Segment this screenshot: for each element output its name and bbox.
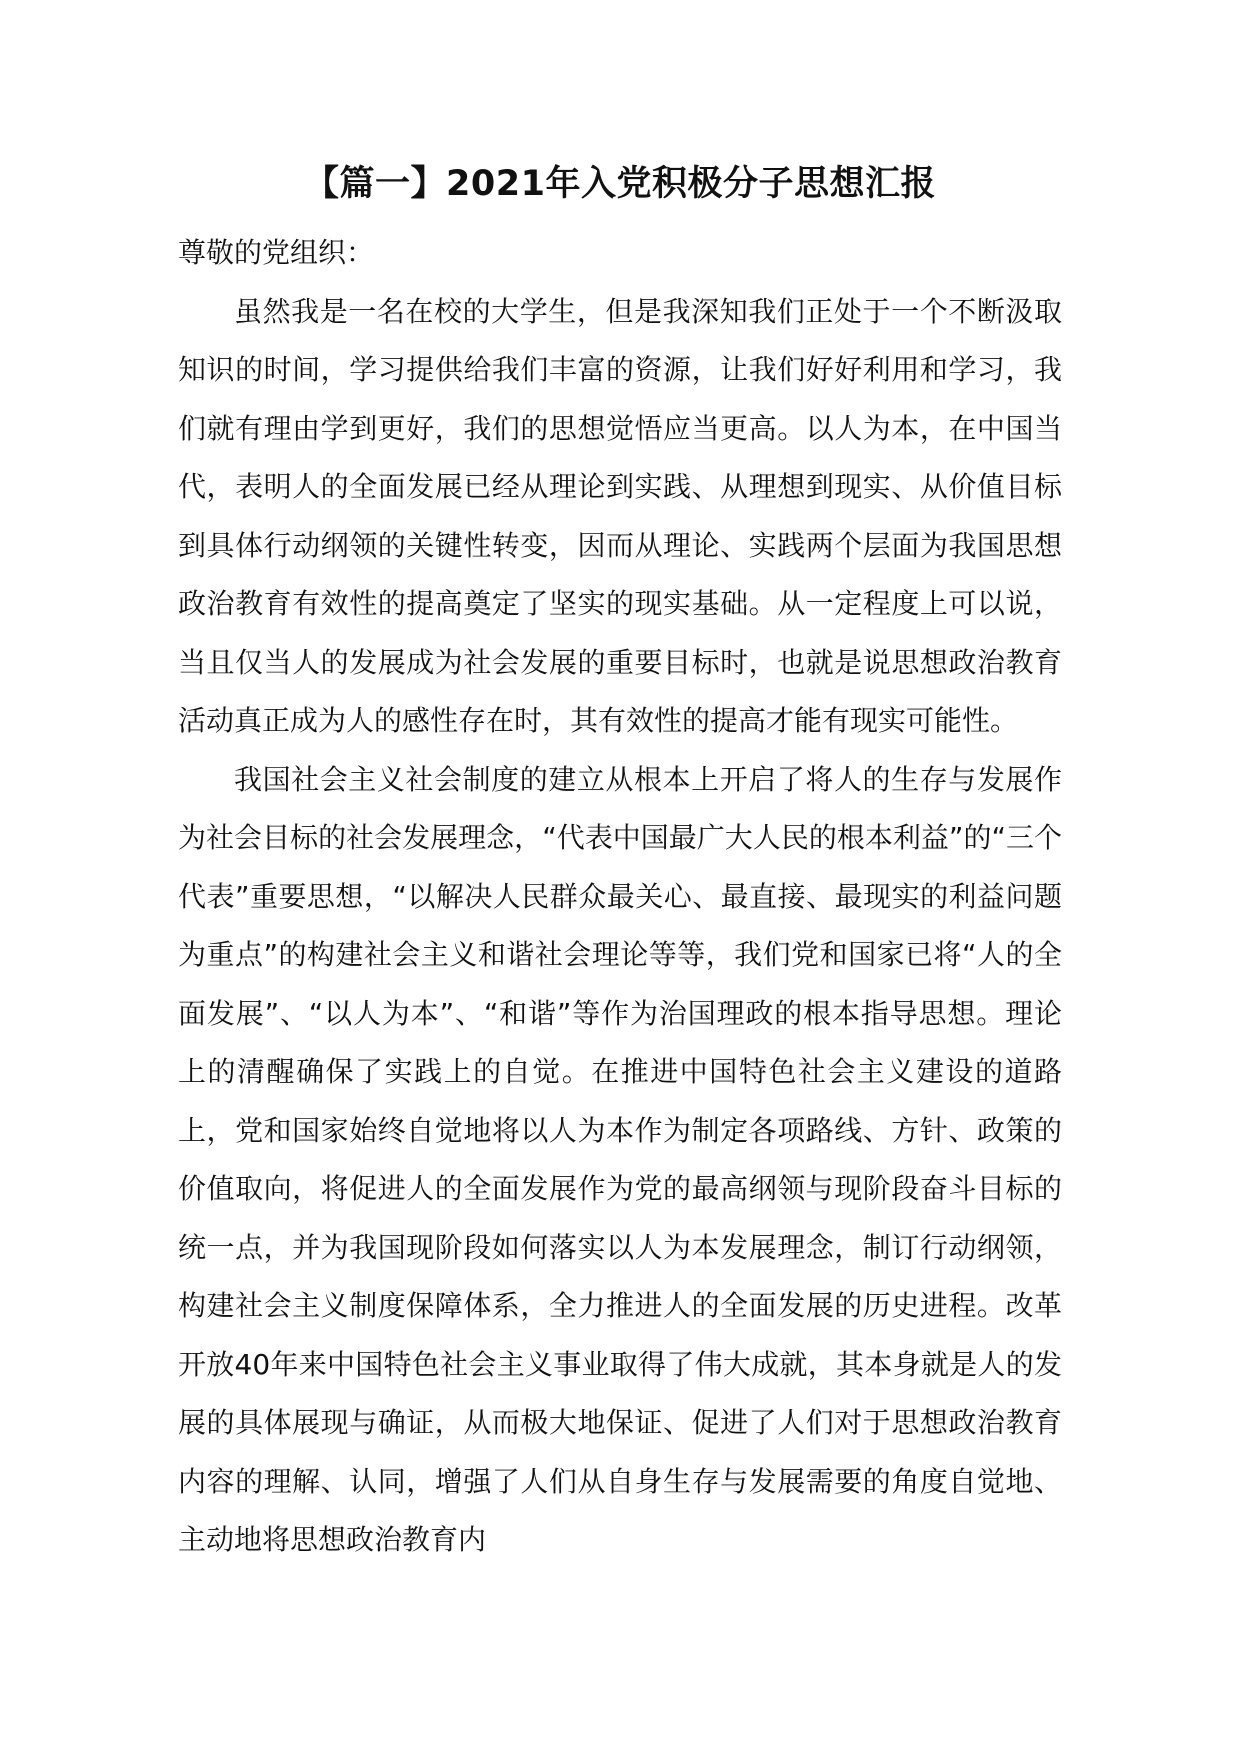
document-title: 【篇一】2021年入党积极分子思想汇报 [304,164,936,204]
document-body [178,158,1062,1570]
paragraph-2: 我国社会主义社会制度的建立从根本上开启了将人的生存与发展作为社会目标的社会发展理念，“代表中国最广大人民的根本利益”的“三个代表”重要思想，“以解决人民群众最关心、最直接、最现实的利益问题为重点”的构建社会主义和谐社会理论等等，我们党和国家已将“人的全面发展”、“以人为本”、“和谐”等作为治国理政的根本指导思想。理论上的清醒确保了实践上的自觉。在推进中国特色社会主义建设的道路上，党和国家始终自觉地将以人为本作为制定各项路线、方针、政策的价值取向，将促进人的全面发展作为党的最高纲领与现阶段奋斗目标的统一点，并为我国现阶段如何落实以人为本发展理念，制订行动纲领，构建社会主义制度保障体系，全力推进人的全面发展的历史进程。改革开放40年来中国特色社会主义事业取得了伟大成就，其本身就是人的发展的具体展现与确证，从而极大地保证、促进了人们对于思想政治教育内容的理解、认同，增强了人们从自身生存与发展需要的角度自觉地、主动地将思想政治教育内 [178,762,1062,1556]
paragraph-1: 虽然我是一名在校的大学生，但是我深知我们正处于一个不断汲取知识的时间，学习提供给我们丰富的资源，让我们好好利用和学习，我们就有理由学到更好，我们的思想觉悟应当更高。以人为本，在中国当代，表明人的全面发展已经从理论到实践、从理想到现实、从价值目标到具体行动纲领的关键性转变，因而从理论、实践两个层面为我国思想政治教育有效性的提高奠定了坚实的现实基础。从一定程度上可以说，当且仅当人的发展成为社会发展的重要目标时，也就是说思想政治教育活动真正成为人的感性存在时，其有效性的提高才能有现实可能性。 [178,294,1062,737]
salutation: 尊敬的党组织： [178,236,375,269]
